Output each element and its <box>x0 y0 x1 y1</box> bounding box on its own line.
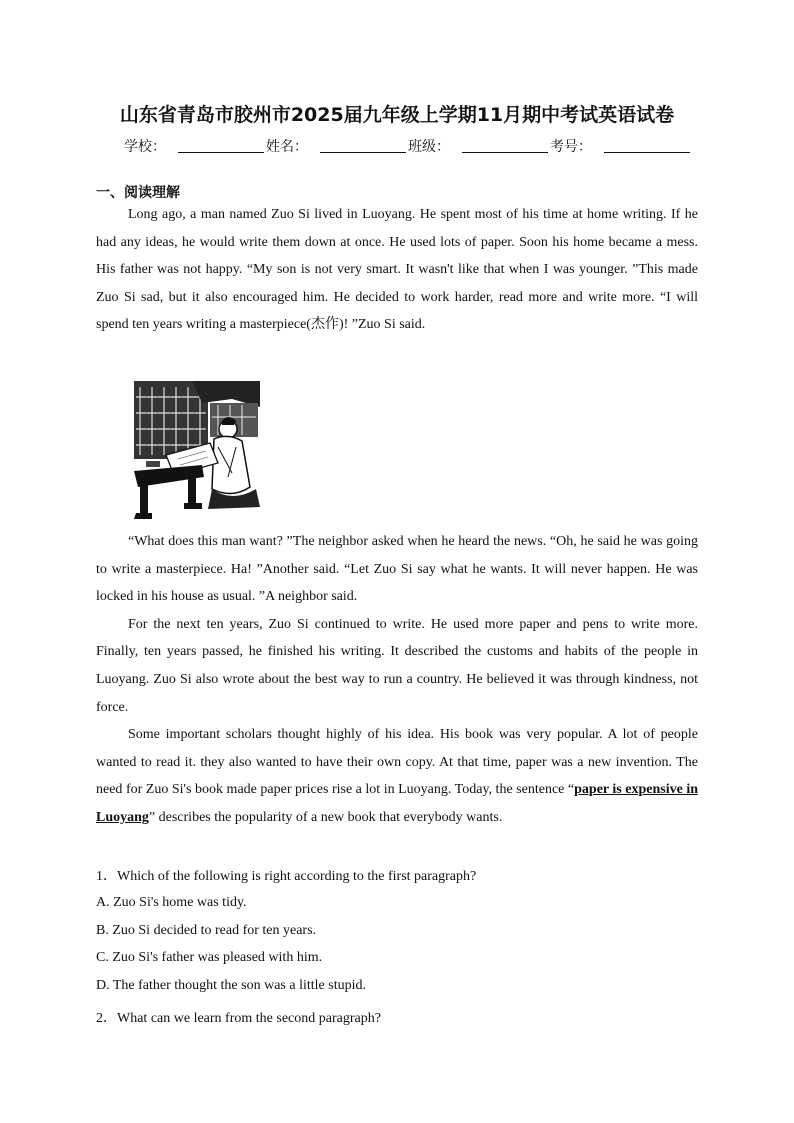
paragraph-3: For the next ten years, Zuo Si continued to write. He used more paper and pens to write more. Finally, ten years passed, he finished his writing. It described the customs and habits of the people in Luoyang. Zuo Si also wrote about the best way to run a country. He believed it was through kindness, not force. <box>96 616 698 715</box>
field-name-label: 姓名： <box>266 139 308 155</box>
exam-title: 山东省青岛市胶州市2025届九年级上学期11月期中考试英语试卷 <box>119 104 675 126</box>
field-name-blank <box>320 138 406 153</box>
passage-part-1 <box>96 201 698 339</box>
question-1-option-b: B. Zuo Si decided to read for ten years. <box>96 923 317 938</box>
paragraph-4 <box>96 721 698 831</box>
question-2-stem: 2．What can we learn from the second paragraph? <box>96 1011 381 1026</box>
underlined-phrase: paper is expensive in Luoyang <box>96 782 698 825</box>
field-class-label: 班级： <box>408 139 450 155</box>
field-class-blank <box>462 138 548 153</box>
paragraph-1: Long ago, a man named Zuo Si lived in Luoyang. He spent most of his time at home writing. If he had any ideas, he would write them down at once. He used lots of paper. Soon his home became a mess. His father was not happy. “My son is not very smart. It wasn't like that when I was younger. ”This made Zuo Si sad, but it also encouraged him. He decided to work harder, read more and write more. “I will spend ten years writing a masterpiece(杰作)! ”Zuo Si said. <box>96 207 698 333</box>
illustration-scholar-writing <box>132 377 262 521</box>
field-school-blank <box>178 138 264 153</box>
field-school-label: 学校： <box>124 139 166 155</box>
field-number-blank <box>604 138 690 153</box>
question-1-option-c: C. Zuo Si's father was pleased with him. <box>96 950 323 965</box>
paragraph-2: “What does this man want? ”The neighbor asked when he heard the news. “Oh, he said he was going to write a masterpiece. Ha! ”Another said. “Let Zuo Si say what he wants. It will never happen. He was locked in his house as usual. ”A neighbor said. <box>96 534 698 605</box>
question-1-option-a: A. Zuo Si's home was tidy. <box>96 895 247 910</box>
section-heading: 一、阅读理解 <box>96 185 180 201</box>
paragraph-4-before: Some important scholars thought highly of his idea. His book was very popular. A lot of people wanted to read it. they also wanted to have their own copy. At that time, paper was a new invention. The need for Zuo Si's book made paper prices rise a lot in Luoyang. Today, the sentence “ <box>96 727 698 798</box>
field-number-label: 考号： <box>550 139 592 155</box>
student-info-line <box>124 136 684 156</box>
question-1-stem: 1．Which of the following is right according to the first paragraph? <box>96 869 477 884</box>
paragraph-4-after: ” describes the popularity of a new book that everybody wants. <box>148 809 503 825</box>
question-1-option-d: D. The father thought the son was a little stupid. <box>96 978 366 993</box>
passage-part-2 <box>96 528 698 832</box>
